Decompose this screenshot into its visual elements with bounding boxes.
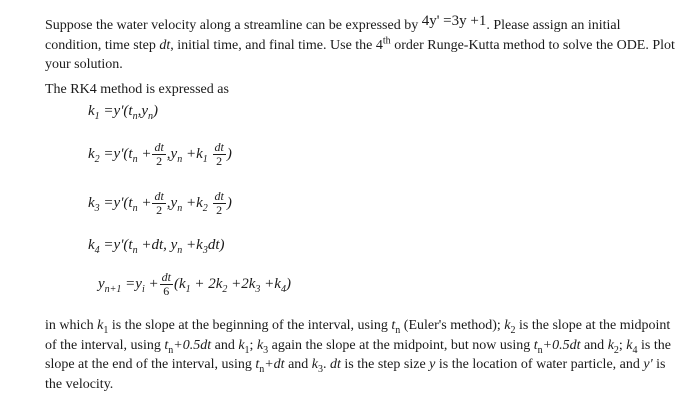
fraction: $\frac{dt}{2}$ xyxy=(154,140,164,168)
rk4-heading: The RK4 method is expressed as xyxy=(45,82,229,97)
equation-y-update: $y_{n+1} =y_i$ + $\frac{dt}{6}$ $(k_1 + 2k_2 +2k_3 +k_4)$ xyxy=(98,270,291,298)
equation-k1: $k_1 =y'(t_n,y_n)$ xyxy=(88,103,158,122)
problem-statement: Suppose the water velocity along a streamline can be expressed by 4y' =3y +1. Please assign an initial condition, time step dt, initial time, and final time. Use the 4th order Runge-Kutta method to solve the ODE. Plot your solution. xyxy=(45,13,675,72)
equation-k3: $k_3 =y'(t_n$ + $\frac{dt}{2}$ $,y_n +k_2$ $\frac{dt}{2}$ ) xyxy=(88,189,232,217)
fraction: $\frac{dt}{2}$ xyxy=(154,189,164,217)
ode-equation: 4y' =3y +1 xyxy=(421,13,487,29)
equation-k4: $k_4 =y'(t_n +dt$, $y_n +k_3dt$) xyxy=(88,237,225,256)
fraction: $\frac{dt}{2}$ xyxy=(214,189,224,217)
equation-k2: $k_2 =y'(t_n$ + $\frac{dt}{2}$ $,y_n +k_1$ $\frac{dt}{2}$ ) xyxy=(88,140,232,168)
fraction: $\frac{dt}{6}$ xyxy=(161,270,171,298)
fraction: $\frac{dt}{2}$ xyxy=(214,140,224,168)
explanation-paragraph: in which $k_1$ is the slope at the beginning of the interval, using $t_n$ (Euler's method); $k_2$ is the slope at the midpoint of the interval, using $t_n+0.5dt$ and $k_1$; $k_3$ again the slope at the midpoint, but now using $t_n+0.5dt$ and $k_2$; $k_4$ is the slope at the end of the interval, using $t_n+dt$ and $k_3$. dt is the step size y is the location of water particle, and y' is the velocity. xyxy=(45,318,671,392)
